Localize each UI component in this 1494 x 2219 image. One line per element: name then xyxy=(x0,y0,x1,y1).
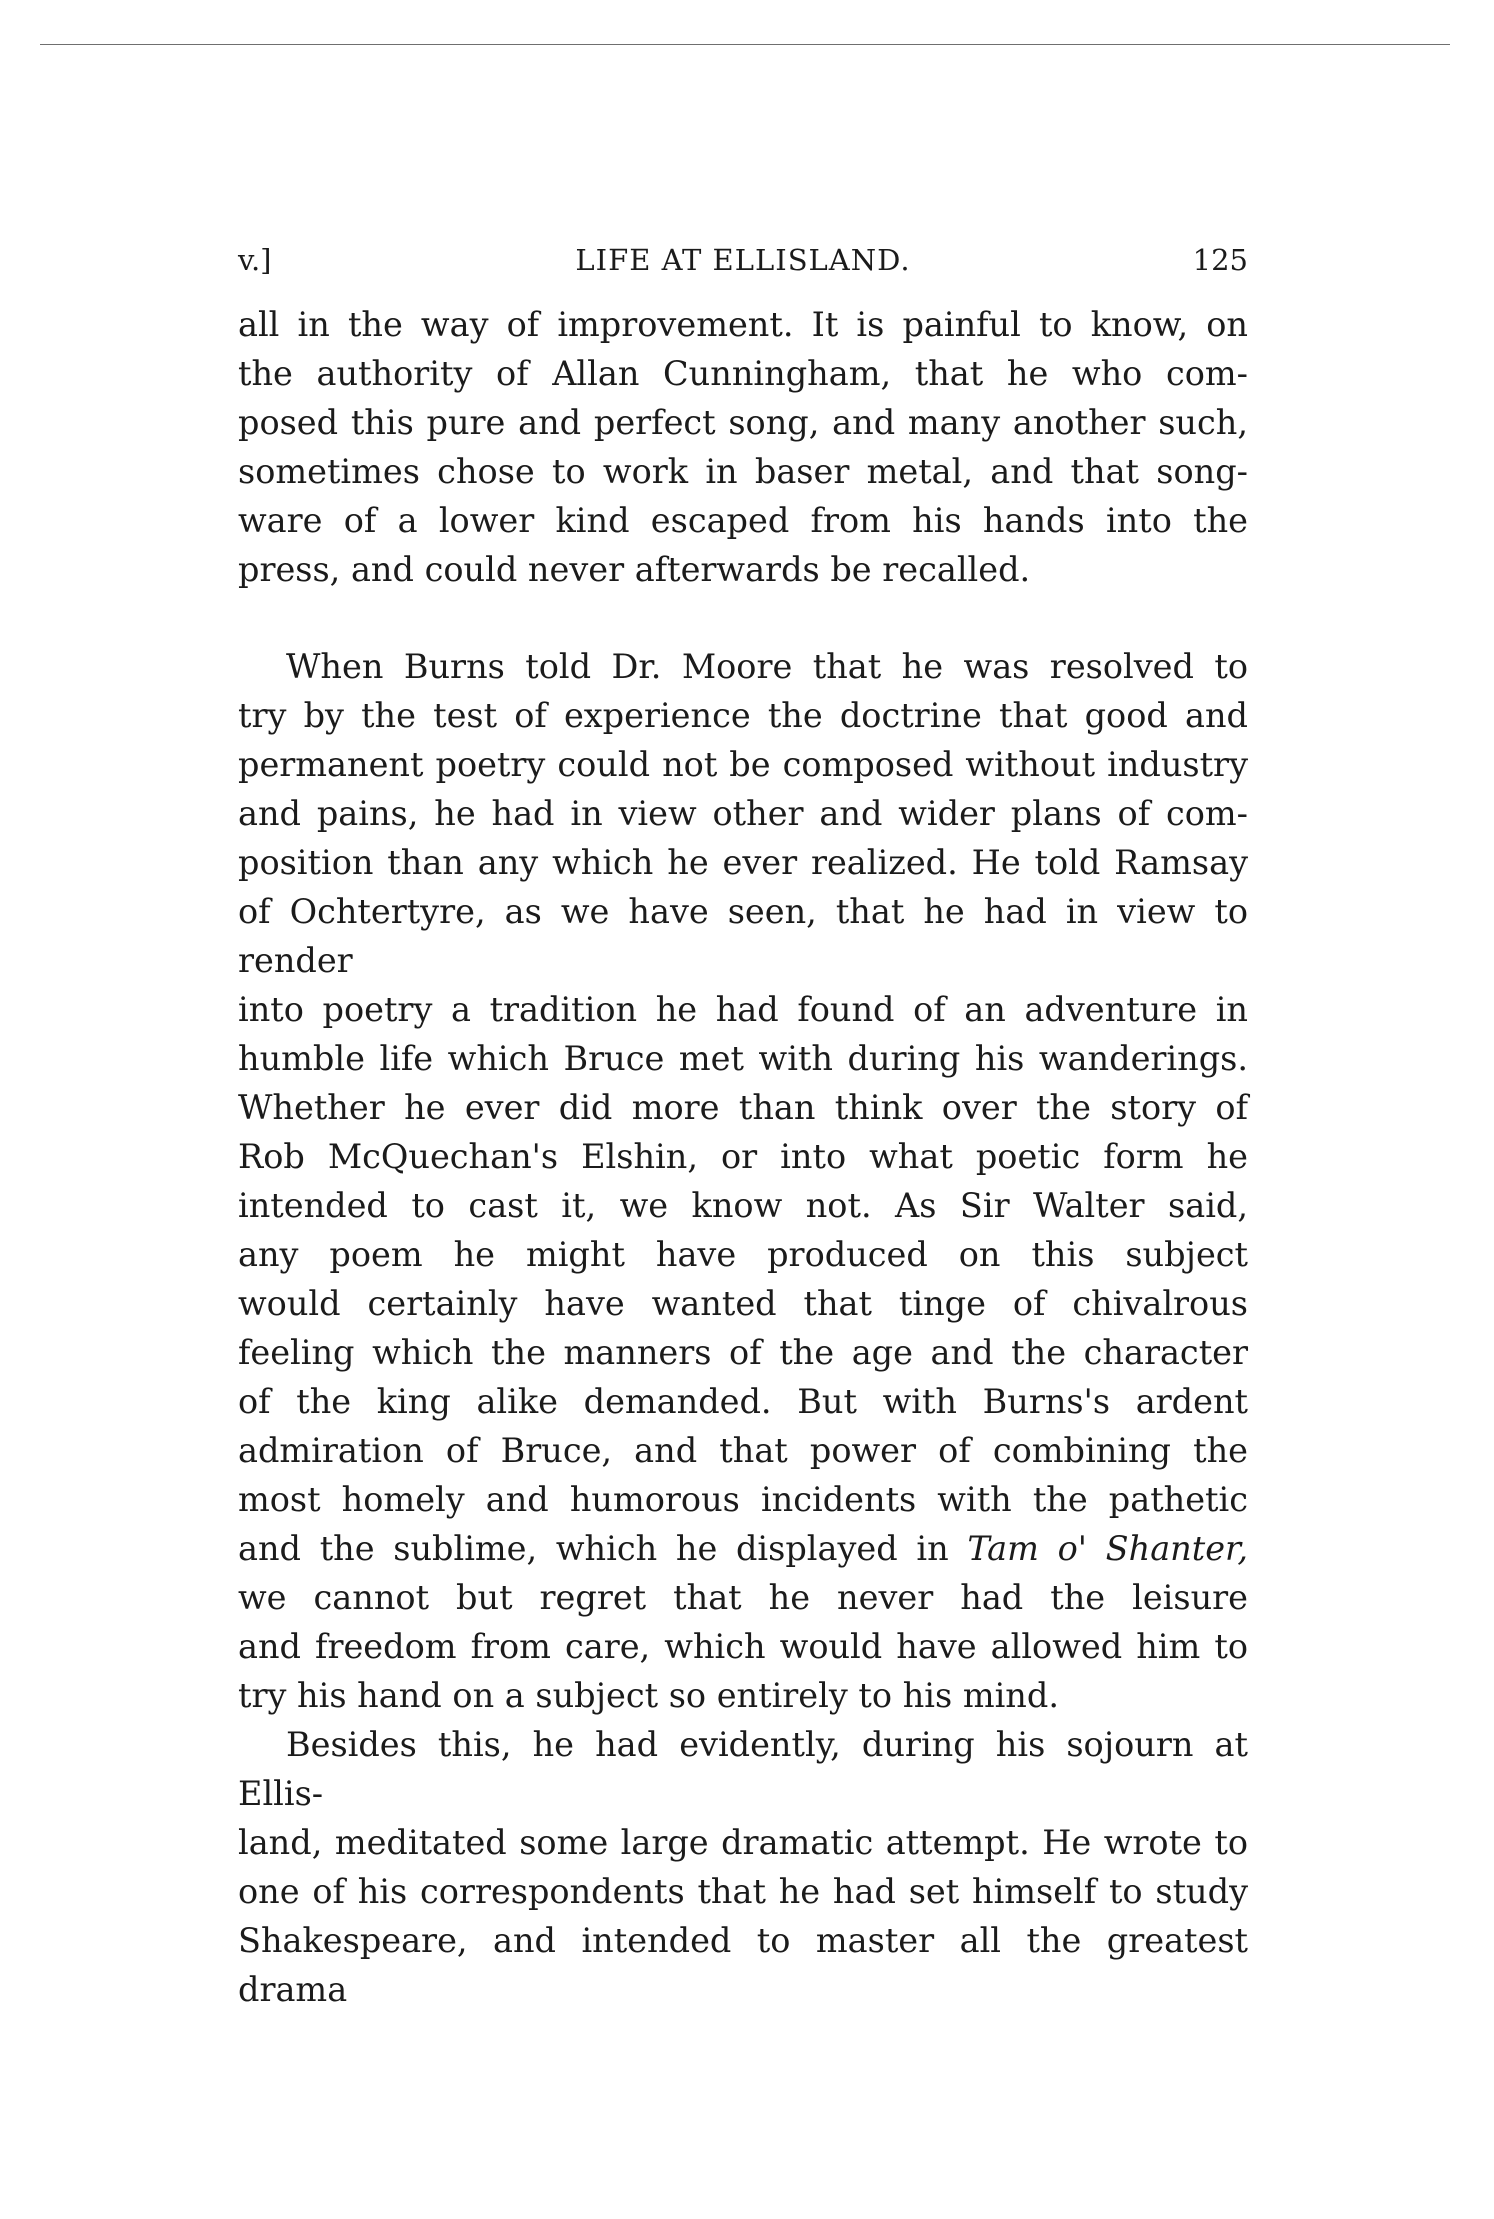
text-line: of Ochtertyre, as we have seen, that he had in view to render xyxy=(238,892,1248,980)
text-line: admiration of Bruce, and that power of combining the xyxy=(238,1431,1248,1470)
text-line: sometimes chose to work in baser metal, and that song- xyxy=(238,452,1248,491)
text-line-content: When Burns told Dr. Moore that he was resolved to xyxy=(286,647,1248,686)
text-line: and pains, he had in view other and wider plans of com- xyxy=(238,794,1248,833)
text-line xyxy=(238,1524,1248,1573)
section-gap xyxy=(238,594,1248,642)
paragraph-1 xyxy=(238,300,1248,594)
text-line xyxy=(238,642,1248,691)
text-line: try by the test of experience the doctrine that good and xyxy=(238,696,1248,735)
text-line: posed this pure and perfect song, and many another such, xyxy=(238,403,1248,442)
text-line: would certainly have wanted that tinge of chivalrous xyxy=(238,1284,1248,1323)
text-line: try his hand on a subject so entirely to his mind. xyxy=(238,1676,1059,1715)
text-line: the authority of Allan Cunningham, that he who com- xyxy=(238,354,1248,393)
paragraph-2 xyxy=(238,642,1248,1720)
text-line: land, meditated some large dramatic attempt. He wrote to xyxy=(238,1823,1248,1862)
text-line: humble life which Bruce met with during his wanderings. xyxy=(238,1039,1248,1078)
text-line: Shakespeare, and intended to master all the greatest drama xyxy=(238,1921,1248,2009)
text-line-content: and the sublime, which he displayed in xyxy=(238,1529,949,1568)
paragraph-3 xyxy=(238,1720,1248,2014)
text-line: permanent poetry could not be composed without industry xyxy=(238,745,1248,784)
running-head xyxy=(238,238,1248,282)
top-edge-rule xyxy=(40,44,1450,45)
text-line: press, and could never afterwards be recalled. xyxy=(238,550,1031,589)
text-line: any poem he might have produced on this subject xyxy=(238,1235,1248,1274)
text-line: one of his correspondents that he had set himself to study xyxy=(238,1872,1248,1911)
text-line: we cannot but regret that he never had the leisure xyxy=(238,1578,1248,1617)
text-line: all in the way of improvement. It is painful to know, on xyxy=(238,305,1248,344)
text-line: position than any which he ever realized. He told Ramsay xyxy=(238,843,1248,882)
text-line: into poetry a tradition he had found of an adventure in xyxy=(238,990,1248,1029)
running-title: LIFE AT ELLISLAND. xyxy=(575,243,911,277)
chapter-marker: v.] xyxy=(238,243,272,277)
text-line: Whether he ever did more than think over the story of xyxy=(238,1088,1248,1127)
page-number: 125 xyxy=(1192,243,1248,277)
text-line: Rob McQuechan's Elshin, or into what poetic form he xyxy=(238,1137,1248,1176)
italic-title: Tam o' Shanter, xyxy=(967,1529,1249,1568)
text-line: and freedom from care, which would have allowed him to xyxy=(238,1627,1248,1666)
text-line: intended to cast it, we know not. As Sir Walter said, xyxy=(238,1186,1248,1225)
body-text xyxy=(238,300,1248,2014)
text-line xyxy=(238,1720,1248,1818)
text-line: ware of a lower kind escaped from his hands into the xyxy=(238,501,1248,540)
text-line: feeling which the manners of the age and the character xyxy=(238,1333,1248,1372)
text-line: of the king alike demanded. But with Burns's ardent xyxy=(238,1382,1248,1421)
text-line: most homely and humorous incidents with the pathetic xyxy=(238,1480,1248,1519)
text-line-content: Besides this, he had evidently, during his sojourn at Ellis- xyxy=(238,1725,1248,1813)
